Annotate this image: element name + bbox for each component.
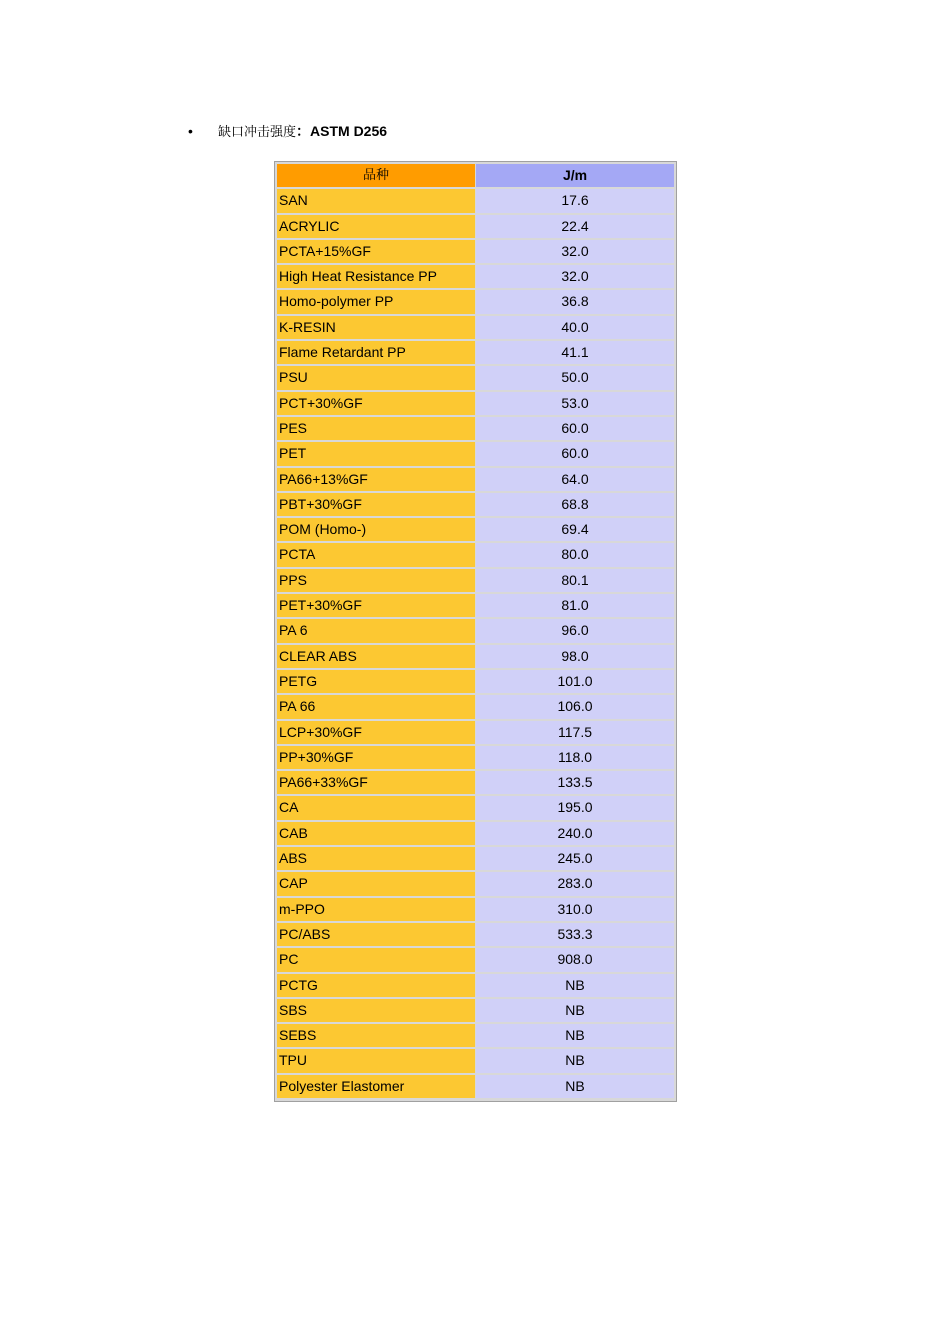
table-row: [277, 1024, 674, 1047]
table-body: [277, 189, 674, 1098]
table-row: [277, 1075, 674, 1098]
material-name-cell: PET+30%GF: [277, 594, 475, 617]
material-name-cell: PA66+33%GF: [277, 771, 475, 794]
impact-value-cell: 106.0: [476, 695, 674, 718]
material-name-cell: PETG: [277, 670, 475, 693]
material-name-cell: PC: [277, 948, 475, 971]
table-row: [277, 493, 674, 516]
impact-value-cell: 80.0: [476, 543, 674, 566]
impact-value-cell: 118.0: [476, 746, 674, 769]
impact-value-cell: 80.1: [476, 569, 674, 592]
impact-value-cell: 68.8: [476, 493, 674, 516]
section-heading: [188, 121, 387, 141]
material-name-cell: PCT+30%GF: [277, 392, 475, 415]
table-row: [277, 569, 674, 592]
material-name-cell: PP+30%GF: [277, 746, 475, 769]
table-row: [277, 215, 674, 238]
impact-value-cell: 32.0: [476, 265, 674, 288]
material-name-cell: POM (Homo-): [277, 518, 475, 541]
table-row: [277, 872, 674, 895]
table-row: [277, 670, 674, 693]
table-row: [277, 468, 674, 491]
table-row: [277, 746, 674, 769]
column-header-material: 品种: [277, 164, 475, 187]
impact-value-cell: 98.0: [476, 645, 674, 668]
table-row: [277, 543, 674, 566]
table-row: [277, 948, 674, 971]
table-row: [277, 392, 674, 415]
material-name-cell: PSU: [277, 366, 475, 389]
impact-value-cell: 310.0: [476, 898, 674, 921]
material-name-cell: CLEAR ABS: [277, 645, 475, 668]
bullet-icon: •: [188, 123, 193, 139]
impact-value-cell: 133.5: [476, 771, 674, 794]
material-name-cell: CAP: [277, 872, 475, 895]
impact-value-cell: 32.0: [476, 240, 674, 263]
material-name-cell: PA66+13%GF: [277, 468, 475, 491]
impact-value-cell: 283.0: [476, 872, 674, 895]
impact-strength-table-container: [274, 161, 677, 1102]
material-name-cell: PPS: [277, 569, 475, 592]
table-row: [277, 366, 674, 389]
material-name-cell: m-PPO: [277, 898, 475, 921]
table-row: [277, 290, 674, 313]
table-row: [277, 771, 674, 794]
material-name-cell: ABS: [277, 847, 475, 870]
impact-value-cell: NB: [476, 974, 674, 997]
material-name-cell: SAN: [277, 189, 475, 212]
impact-value-cell: NB: [476, 1075, 674, 1098]
impact-value-cell: NB: [476, 999, 674, 1022]
table-row: [277, 695, 674, 718]
table-row: [277, 847, 674, 870]
impact-value-cell: 245.0: [476, 847, 674, 870]
material-name-cell: PET: [277, 442, 475, 465]
impact-value-cell: 50.0: [476, 366, 674, 389]
impact-value-cell: 40.0: [476, 316, 674, 339]
material-name-cell: PCTA+15%GF: [277, 240, 475, 263]
material-name-cell: SEBS: [277, 1024, 475, 1047]
impact-value-cell: 60.0: [476, 442, 674, 465]
table-row: [277, 240, 674, 263]
material-name-cell: PCTA: [277, 543, 475, 566]
table-row: [277, 796, 674, 819]
material-name-cell: PES: [277, 417, 475, 440]
impact-value-cell: 533.3: [476, 923, 674, 946]
material-name-cell: PA 6: [277, 619, 475, 642]
impact-value-cell: 41.1: [476, 341, 674, 364]
material-name-cell: PCTG: [277, 974, 475, 997]
table-row: [277, 822, 674, 845]
material-name-cell: PA 66: [277, 695, 475, 718]
material-name-cell: Polyester Elastomer: [277, 1075, 475, 1098]
impact-strength-table: [276, 162, 675, 1100]
impact-value-cell: 240.0: [476, 822, 674, 845]
table-row: [277, 265, 674, 288]
impact-value-cell: 96.0: [476, 619, 674, 642]
impact-value-cell: 195.0: [476, 796, 674, 819]
impact-value-cell: 908.0: [476, 948, 674, 971]
material-name-cell: TPU: [277, 1049, 475, 1072]
table-row: [277, 316, 674, 339]
table-row: [277, 442, 674, 465]
table-row: [277, 974, 674, 997]
material-name-cell: PC/ABS: [277, 923, 475, 946]
table-row: [277, 923, 674, 946]
impact-value-cell: NB: [476, 1049, 674, 1072]
impact-value-cell: 101.0: [476, 670, 674, 693]
column-header-unit: J/m: [476, 164, 674, 187]
table-row: [277, 645, 674, 668]
table-row: [277, 898, 674, 921]
material-name-cell: SBS: [277, 999, 475, 1022]
table-row: [277, 518, 674, 541]
material-name-cell: K-RESIN: [277, 316, 475, 339]
impact-value-cell: 36.8: [476, 290, 674, 313]
impact-value-cell: 117.5: [476, 721, 674, 744]
table-row: [277, 417, 674, 440]
impact-value-cell: 17.6: [476, 189, 674, 212]
impact-value-cell: 81.0: [476, 594, 674, 617]
impact-value-cell: 64.0: [476, 468, 674, 491]
heading-title: 缺口冲击强度: [218, 125, 297, 140]
heading-standard: ：ASTM D256: [296, 123, 388, 139]
impact-value-cell: 69.4: [476, 518, 674, 541]
material-name-cell: CAB: [277, 822, 475, 845]
material-name-cell: CA: [277, 796, 475, 819]
impact-value-cell: 60.0: [476, 417, 674, 440]
impact-value-cell: 53.0: [476, 392, 674, 415]
material-name-cell: Homo-polymer PP: [277, 290, 475, 313]
material-name-cell: High Heat Resistance PP: [277, 265, 475, 288]
table-row: [277, 1049, 674, 1072]
table-row: [277, 619, 674, 642]
material-name-cell: LCP+30%GF: [277, 721, 475, 744]
material-name-cell: PBT+30%GF: [277, 493, 475, 516]
material-name-cell: ACRYLIC: [277, 215, 475, 238]
table-row: [277, 189, 674, 212]
material-name-cell: Flame Retardant PP: [277, 341, 475, 364]
table-row: [277, 999, 674, 1022]
impact-value-cell: 22.4: [476, 215, 674, 238]
impact-value-cell: NB: [476, 1024, 674, 1047]
table-row: [277, 721, 674, 744]
table-row: [277, 341, 674, 364]
table-header-row: [277, 164, 674, 187]
table-row: [277, 594, 674, 617]
